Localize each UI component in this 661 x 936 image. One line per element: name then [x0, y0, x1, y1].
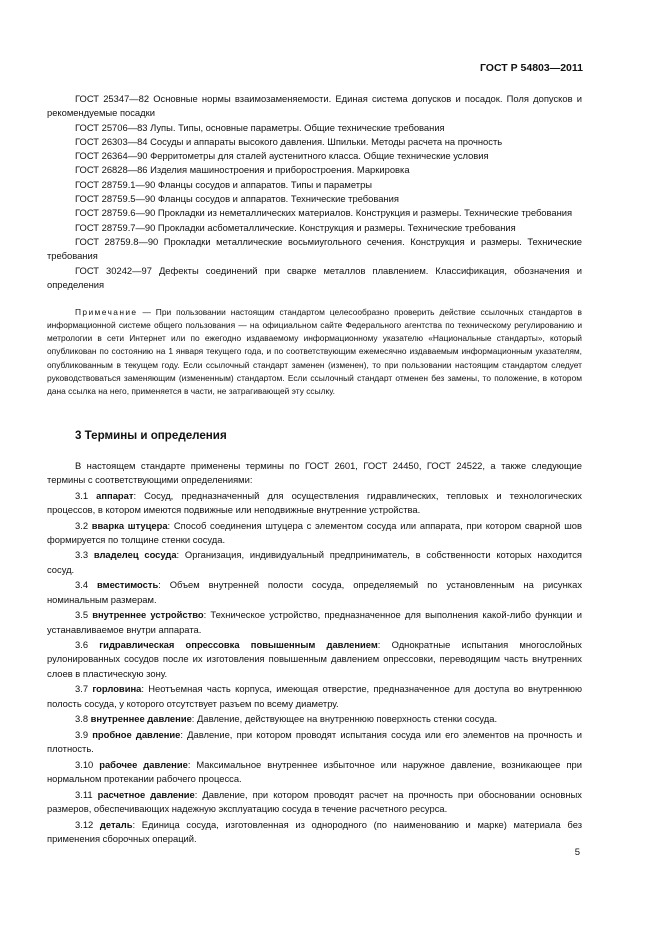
terms-list	[47, 489, 582, 846]
term-item	[47, 608, 582, 637]
page-number: 5	[574, 847, 580, 858]
note-label: Примечание	[75, 307, 138, 318]
term-item	[47, 758, 582, 787]
document-header-code: ГОСТ Р 54803—2011	[479, 62, 583, 74]
term-item	[47, 682, 582, 711]
term-item	[47, 638, 582, 681]
term-definition: : Организация, индивидуальный предприниматель, в собственности которых находится сосуд.	[47, 549, 582, 575]
term-item	[47, 712, 582, 726]
term-name: вварка штуцера	[91, 519, 168, 531]
term-definition: : Техническое устройство, предназначенное для выполнения какой-либо функции и устанавливаемое внутри аппарата.	[47, 609, 582, 635]
term-name: владелец сосуда	[93, 549, 177, 561]
term-name: внутреннее давление	[90, 713, 192, 725]
reference-item: ГОСТ 28759.1—90 Фланцы сосудов и аппаратов. Типы и параметры	[75, 178, 373, 190]
reference-item: ГОСТ 26828—86 Изделия машиностроения и приборостроения. Маркировка	[75, 164, 410, 176]
reference-item: ГОСТ 28759.5—90 Фланцы сосудов и аппаратов. Технические требования	[75, 193, 399, 205]
term-definition: : Давление, при котором проводят испытания сосуда или его элементов на прочность и плотность.	[47, 728, 582, 755]
term-definition: : Способ соединения штуцера с элементом сосуда или аппарата, при котором сварной шов формируется по толщине стенки сосуда.	[47, 519, 582, 545]
reference-list	[47, 92, 582, 292]
term-number: 3.5	[75, 609, 89, 621]
term-number: 3.8	[75, 713, 89, 725]
reference-item: ГОСТ 28759.6—90 Прокладки из неметаллических материалов. Конструкция и размеры. Технические требования	[75, 207, 573, 219]
reference-item: ГОСТ 26364—90 Ферритометры для сталей аустенитного класса. Общие технические условия	[75, 150, 489, 162]
term-number: 3.10	[75, 758, 94, 770]
term-number: 3.1	[75, 489, 89, 501]
note-paragraph	[47, 306, 582, 398]
term-number: 3.7	[75, 683, 89, 695]
term-name: горловина	[92, 683, 142, 695]
term-definition: : Однократные испытания многослойных рулонированных сосудов после их изготовления повышенным давлением опрессовки, переводящим часть внутренних слоев в пластическую зону.	[47, 639, 582, 679]
term-item	[47, 519, 582, 548]
section-title: 3 Термины и определения	[75, 428, 227, 442]
term-definition: : Давление, при котором проводят расчет на прочность при обосновании основных размеров, обеспечивающих надежную эксплуатацию сосуда в течение расчетного ресурса.	[47, 788, 582, 814]
term-name: деталь	[99, 818, 133, 830]
reference-item: ГОСТ 25706—83 Лупы. Типы, основные параметры. Общие технические требования	[75, 121, 445, 133]
section-intro: В настоящем стандарте применены термины по ГОСТ 2601, ГОСТ 24450, ГОСТ 24522, а также следующие термины с соответствующими определениями:	[47, 459, 582, 486]
term-definition: : Неотъемная часть корпуса, имеющая отверстие, предназначенное для доступа во внутреннюю полость сосуда, у которого отсутствует разъем по всему диаметру.	[47, 683, 582, 709]
reference-item: ГОСТ 26303—84 Сосуды и аппараты высокого давления. Шпильки. Методы расчета на прочность	[75, 135, 503, 147]
reference-item: ГОСТ 28759.7—90 Прокладки асбометаллические. Конструкция и размеры. Технические требования	[75, 221, 516, 233]
term-name: вместимость	[97, 579, 159, 591]
term-number: 3.12	[75, 818, 94, 830]
term-item	[47, 818, 582, 847]
term-number: 3.9	[75, 728, 89, 740]
term-definition: : Единица сосуда, изготовленная из однородного (по наименованию и марке) материала без применения сборочных операций.	[47, 818, 582, 844]
term-item	[47, 578, 582, 607]
note-text: — При пользовании настоящим стандартом целесообразно проверить действие ссылочных стандартов в информационной системе общего пользования — на официальном сайте Федерального агентства по техническому регулированию и метрологии в сети Интернет или по ежегодно издаваемому информационному указателю «Национальные стандарты», который опубликован по состоянию на 1 января текущего года, и по соответствующим ежемесячно издаваемым информационным указателям, опубликованным в текущем году. Если ссылочный стандарт заменен (изменен), то при пользовании настоящим стандартом следует руководствоваться заменяющим (измененным) стандартом. Если ссылочный стандарт отменен без замены, то положение, в котором дана ссылка на него, применяется в части, не затрагивающей эту ссылку.	[47, 307, 582, 396]
page-content	[47, 92, 582, 847]
term-item	[47, 788, 582, 817]
term-item	[47, 489, 582, 518]
term-number: 3.6	[75, 639, 89, 651]
reference-item: ГОСТ 30242—97 Дефекты соединений при сварке металлов плавлением. Классификация, обозначения и определения	[47, 264, 582, 290]
term-name: внутреннее устройство	[92, 609, 204, 621]
term-number: 3.11	[75, 788, 93, 800]
term-definition: : Давление, действующее на внутреннюю поверхность стенки сосуда.	[191, 713, 498, 725]
term-name: расчетное давление	[97, 788, 195, 800]
reference-item: ГОСТ 28759.8—90 Прокладки металлические восьмиугольного сечения. Конструкция и размеры. Технические требования	[47, 235, 582, 262]
term-item	[47, 548, 582, 577]
term-name: пробное давление	[92, 728, 181, 740]
term-number: 3.2	[75, 519, 89, 531]
term-item	[47, 728, 582, 757]
term-number: 3.4	[75, 579, 89, 591]
term-number: 3.3	[75, 549, 89, 561]
term-definition: : Сосуд, предназначенный для осуществления гидравлических, тепловых и технологических процессов, в котором имеются подвижные или неподвижные внутренние устройства.	[47, 489, 582, 515]
term-definition: : Максимальное внутреннее избыточное или наружное давление, возникающее при нормальном протекании рабочего процесса.	[47, 758, 582, 785]
term-name: аппарат	[96, 489, 134, 501]
term-name: рабочее давление	[99, 758, 188, 770]
term-definition: : Объем внутренней полости сосуда, определяемый по установленным на рисунках номинальным размерам.	[47, 579, 583, 605]
reference-item: ГОСТ 25347—82 Основные нормы взаимозаменяемости. Единая система допусков и посадок. Поля допусков и рекомендуемые посадки	[47, 93, 582, 119]
term-name: гидравлическая опрессовка повышенным давлением	[99, 639, 378, 651]
